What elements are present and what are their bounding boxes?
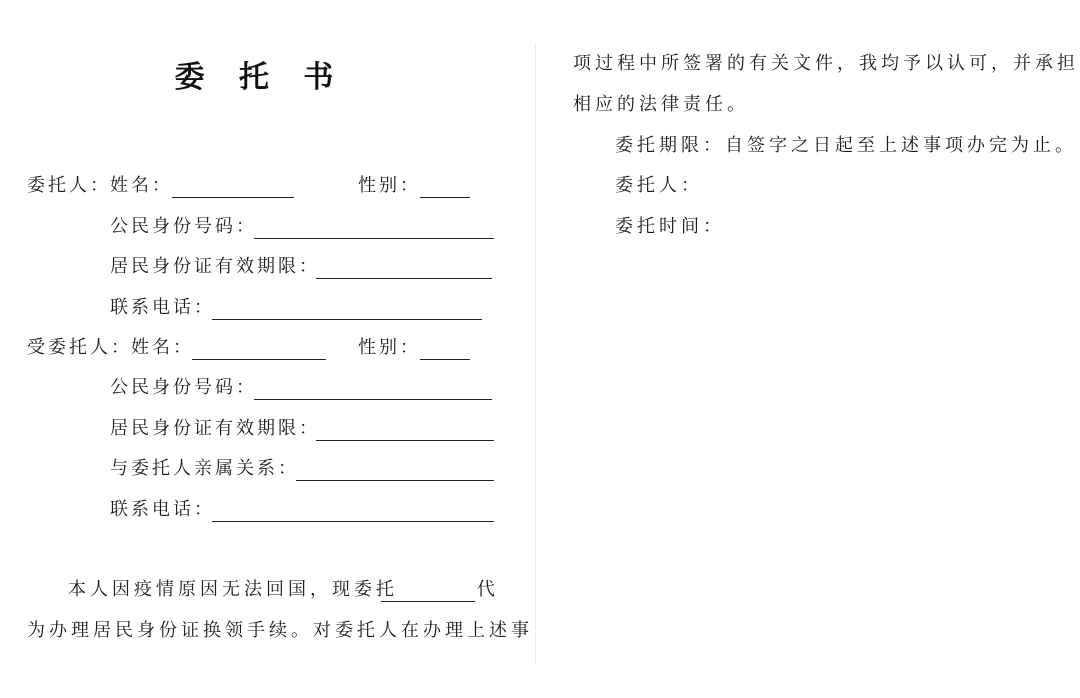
principal-id-validity-label: 居民身份证有效期限： [110,256,320,277]
agent-role-label: 受委托人： [27,337,132,358]
document-title: 委 托 书 [174,60,346,95]
agent-relation-field[interactable] [296,480,494,481]
agent-relation-label: 与委托人亲属关系： [110,458,299,479]
agent-id-number-label: 公民身份号码： [110,377,257,398]
right-page [545,0,1079,698]
principal-name-label: 姓名： [110,175,173,196]
statement-line-2: 为办理居民身份证换领手续。对委托人在办理上述事 [27,620,533,641]
entrustment-date-label: 委托时间： [615,216,725,237]
principal-id-validity-field[interactable] [316,278,492,279]
principal-id-number-label: 公民身份号码： [110,216,257,237]
principal-gender-label: 性别： [358,175,421,196]
agent-name-field[interactable] [192,359,326,360]
statement-line-1: 本人因疫情原因无法回国，现委托 [68,579,398,600]
page-divider [535,44,536,664]
agent-entrusted-field[interactable] [381,601,475,602]
agent-name-label: 姓名： [131,337,194,358]
agent-phone-field[interactable] [212,521,494,522]
principal-phone-field[interactable] [212,319,482,320]
principal-signature-label: 委托人： [615,175,703,196]
statement-line-1-end: 代 [477,579,499,600]
agent-id-validity-label: 居民身份证有效期限： [110,418,320,439]
principal-name-field[interactable] [172,197,294,198]
entrustment-term: 委托期限：自签字之日起至上述事项办完为止。 [615,135,1077,156]
agent-id-validity-field[interactable] [316,440,494,441]
statement-line-3: 项过程中所签署的有关文件，我均予以认可，并承担 [573,53,1079,74]
principal-id-number-field[interactable] [254,238,494,239]
left-page [0,0,533,698]
agent-gender-label: 性别： [358,337,421,358]
statement-line-4: 相应的法律责任。 [573,94,749,115]
agent-phone-label: 联系电话： [110,499,215,520]
principal-gender-field[interactable] [420,197,470,198]
principal-phone-label: 联系电话： [110,297,215,318]
principal-role-label: 委托人： [27,175,111,196]
agent-id-number-field[interactable] [254,399,492,400]
agent-gender-field[interactable] [420,359,470,360]
